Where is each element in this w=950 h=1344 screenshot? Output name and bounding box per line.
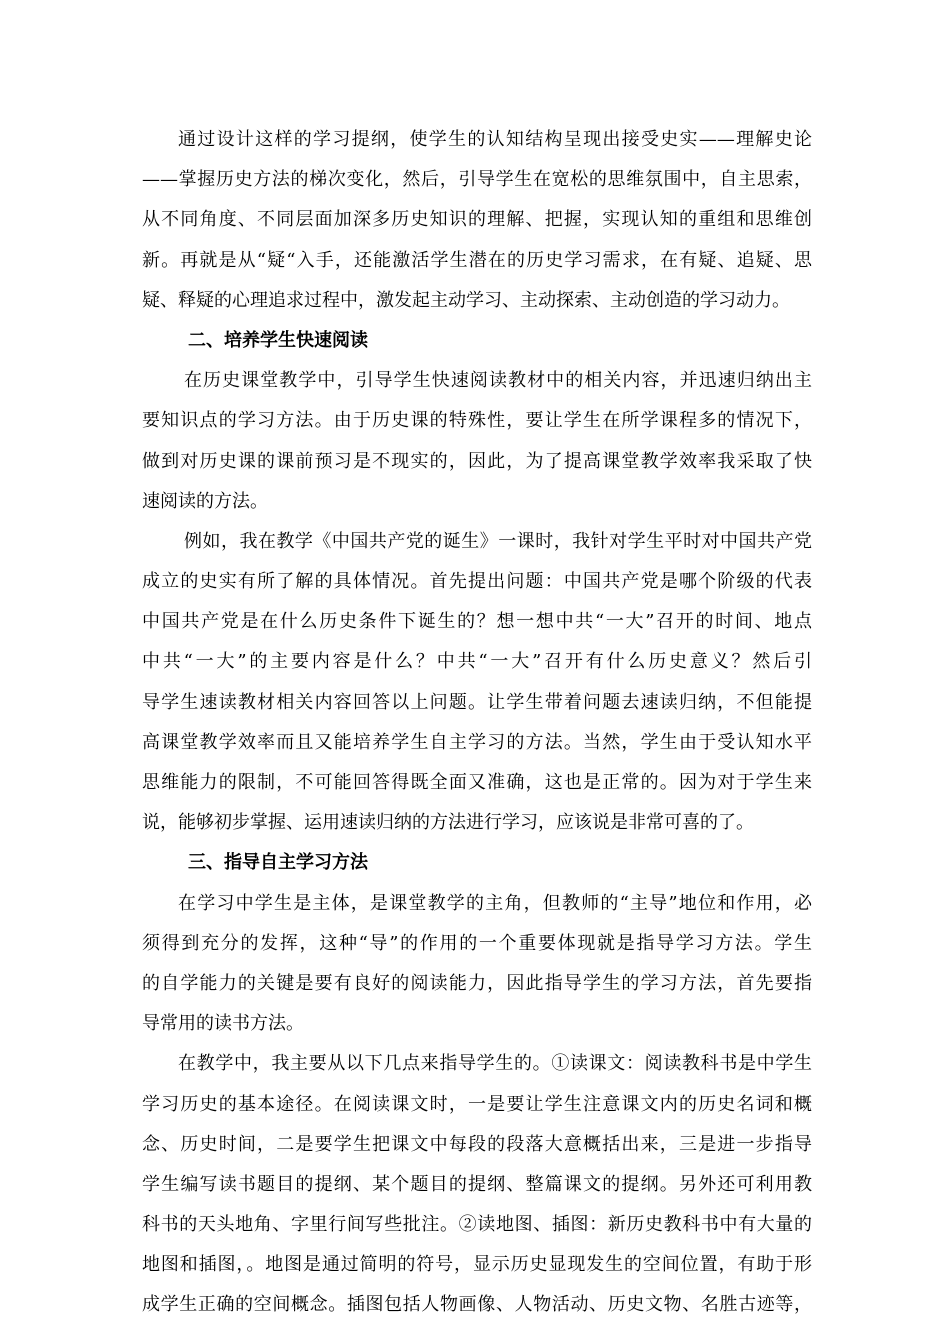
text-line: 疑、释疑的心理追求过程中，激发起主动学习、主动探索、主动创造的学习动力。 [142, 289, 790, 311]
text-line: ——掌握历史方法的梯次变化，然后，引导学生在宽松的思维氛围中，自主思索， [142, 169, 812, 191]
paragraph-5 [142, 1044, 812, 1325]
section-heading-3: 三、指导自主学习方法 [188, 852, 368, 874]
text-line: 做到对历史课的课前预习是不现实的，因此，为了提高课堂教学效率我采取了快 [142, 450, 812, 472]
text-line: 要知识点的学习方法。由于历史课的特殊性，要让学生在所学课程多的情况下， [142, 410, 812, 432]
text-line: 成立的史实有所了解的具体情况。首先提出问题：中国共产党是哪个阶级的代表 [142, 571, 812, 593]
text-line: 学习历史的基本途径。在阅读课文时，一是要让学生注意课文内的历史名词和概 [142, 1093, 812, 1115]
paragraph-3 [142, 522, 812, 844]
text-line: 在学习中学生是主体，是课堂教学的主角，但教师的“主导”地位和作用，必 [178, 892, 812, 914]
text-line: 地图和插图，。地图是通过简明的符号，显示历史显现发生的空间位置，有助于形 [142, 1254, 812, 1276]
paragraph-1 [142, 120, 812, 321]
paragraph-2 [142, 361, 812, 522]
text-line: 在教学中，我主要从以下几点来指导学生的。①读课文：阅读教科书是中学生 [178, 1053, 812, 1075]
text-line: 中国共产党是在什么历史条件下诞生的？想一想中共“一大”召开的时间、地点 [142, 611, 812, 633]
text-line: 念、历史时间，二是要学生把课文中每段的段落大意概括出来，三是进一步指导 [142, 1133, 812, 1155]
text-line: 的自学能力的关键是要有良好的阅读能力，因此指导学生的学习方法，首先要指 [142, 972, 812, 994]
text-line: 高课堂教学效率而且又能培养学生自主学习的方法。当然，学生由于受认知水平 [142, 731, 812, 753]
text-line: 例如，我在教学《中国共产党的诞生》一课时，我针对学生平时对中国共产党 [184, 530, 812, 552]
text-line: 成学生正确的空间概念。插图包括人物画像、人物活动、历史文物、名胜古迹等， [142, 1294, 812, 1316]
document-page [142, 120, 812, 1326]
text-line: 新。再就是从“疑“入手，还能激活学生潜在的历史学习需求，在有疑、追疑、思 [142, 249, 812, 271]
text-line: 在历史课堂教学中，引导学生快速阅读教材中的相关内容，并迅速归纳出主 [184, 370, 812, 392]
text-line: 中共“一大”的主要内容是什么？中共“一大”召开有什么历史意义？然后引 [142, 651, 812, 673]
text-line: 科书的天头地角、字里行间写些批注。②读地图、插图：新历史教科书中有大量的 [142, 1214, 812, 1236]
text-line: 通过设计这样的学习提纲，使学生的认知结构呈现出接受史实——理解史论 [178, 129, 812, 150]
text-line: 导常用的读书方法。 [142, 1013, 304, 1035]
text-line: 须得到充分的发挥，这种“导”的作用的一个重要体现就是指导学习方法。学生 [142, 932, 812, 954]
paragraph-4 [142, 884, 812, 1045]
text-line: 学生编写读书题目的提纲、某个题目的提纲、整篇课文的提纲。另外还可利用教 [142, 1173, 812, 1195]
section-heading-2: 二、培养学生快速阅读 [188, 329, 368, 351]
text-line: 从不同角度、不同层面加深多历史知识的理解、把握，实现认知的重组和思维创 [142, 209, 812, 231]
text-line: 说，能够初步掌握、运用速读归纳的方法进行学习，应该说是非常可喜的了。 [142, 812, 754, 834]
text-line: 速阅读的方法。 [142, 490, 268, 512]
text-line: 导学生速读教材相关内容回答以上问题。让学生带着问题去速读归纳，不但能提 [142, 691, 812, 713]
text-line: 思维能力的限制，不可能回答得既全面又准确，这也是正常的。因为对于学生来 [142, 772, 812, 793]
